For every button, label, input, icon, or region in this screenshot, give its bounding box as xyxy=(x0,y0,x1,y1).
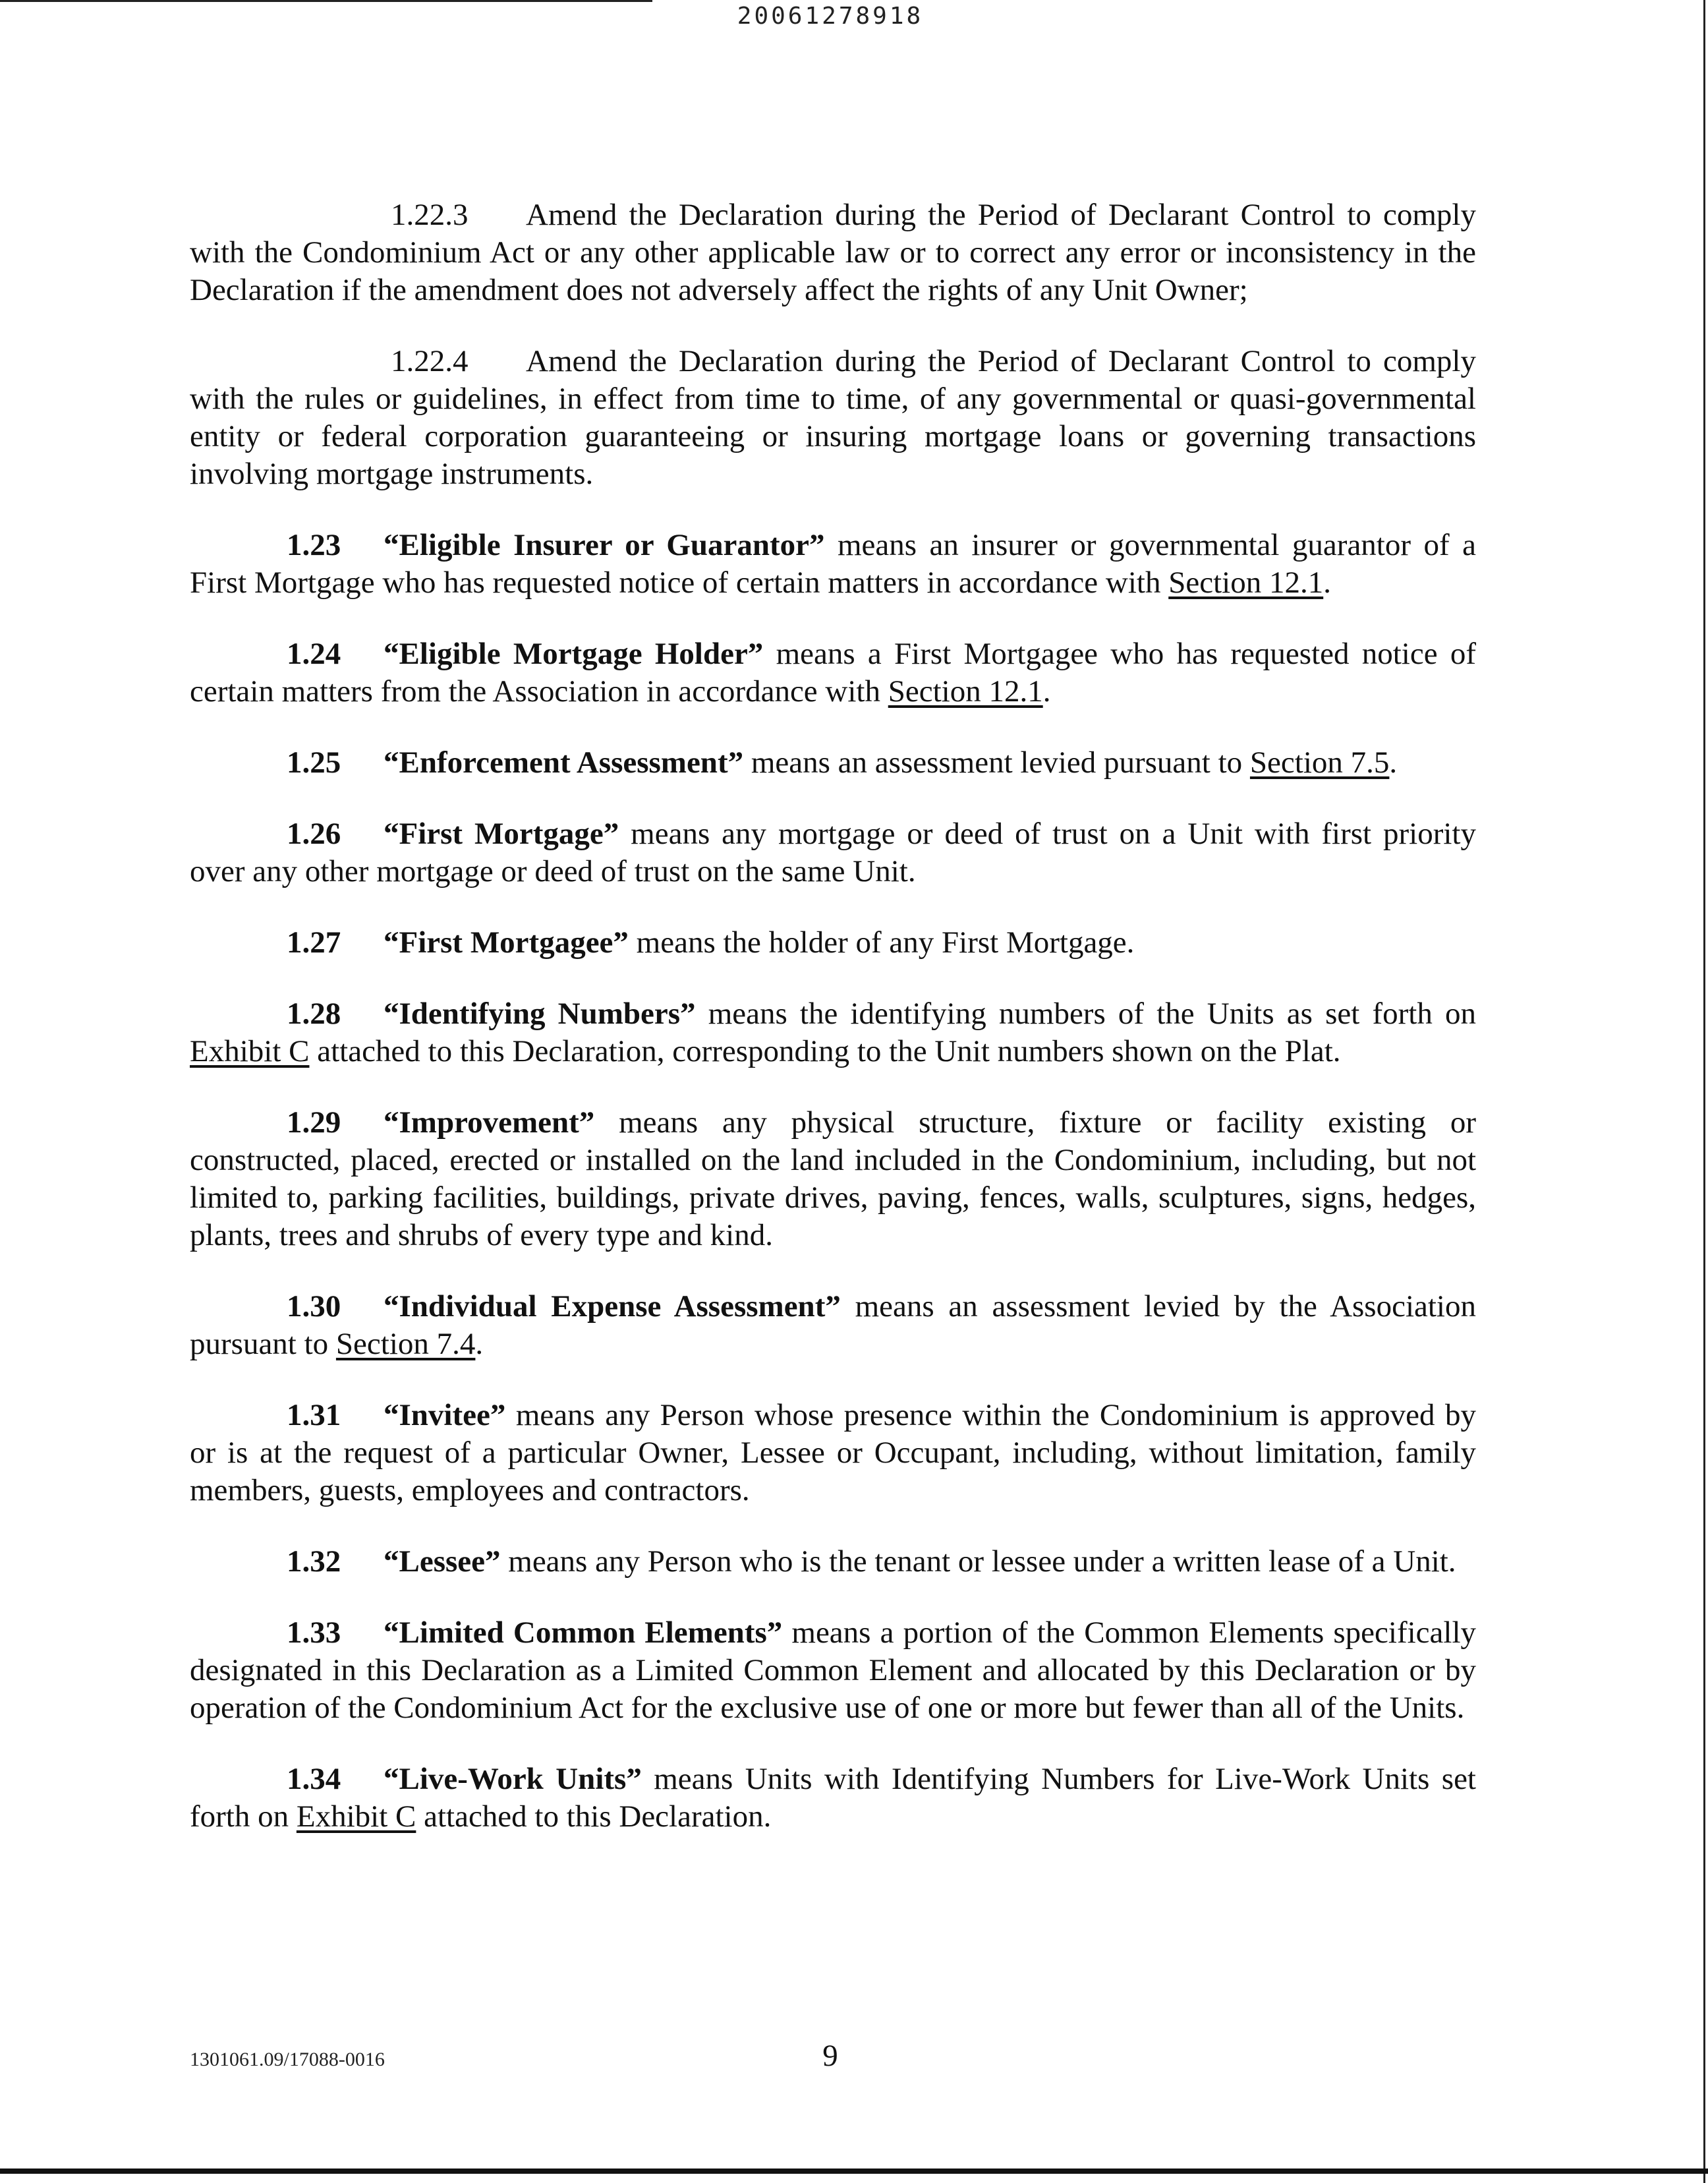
definition-1-25 xyxy=(190,744,1476,782)
document-body xyxy=(190,196,1476,1869)
section-number: 1.29 xyxy=(287,1105,341,1140)
page-number: 9 xyxy=(822,2039,838,2073)
section-number: 1.23 xyxy=(287,528,341,562)
bottom-border-rule xyxy=(0,2168,1708,2174)
paragraph-1-22-4 xyxy=(190,343,1476,493)
section-number: 1.33 xyxy=(287,1615,341,1650)
section-number: 1.28 xyxy=(287,997,341,1031)
definition-1-31 xyxy=(190,1397,1476,1509)
definition-text-tail: attached to this Declaration. xyxy=(416,1799,772,1834)
definition-1-24 xyxy=(190,635,1476,711)
definition-text-tail: . xyxy=(475,1327,484,1361)
defined-term: “Individual Expense Assessment” xyxy=(384,1289,841,1324)
definition-1-28 xyxy=(190,995,1476,1070)
defined-term: “Eligible Mortgage Holder” xyxy=(384,637,764,671)
defined-term: “Improvement” xyxy=(384,1105,595,1140)
section-reference: Section 7.4 xyxy=(335,1327,476,1361)
definition-text: means an assessment levied by the Association pursuant to xyxy=(190,1289,1476,1361)
definition-text: means any Person who is the tenant or lessee under a written lease of a Unit. xyxy=(500,1544,1456,1579)
right-border-rule xyxy=(1703,0,1705,2183)
section-number: 1.31 xyxy=(287,1398,341,1432)
definition-text: means the identifying numbers of the Units as set forth on xyxy=(695,997,1476,1031)
section-number: 1.27 xyxy=(287,925,341,960)
definition-text-tail: attached to this Declaration, corresponding to the Unit numbers shown on the Plat. xyxy=(309,1034,1341,1068)
definition-text-tail: . xyxy=(1389,745,1398,780)
section-number: 1.25 xyxy=(287,745,341,780)
footer-file-id: 1301061.09/17088-0016 xyxy=(190,2049,385,2070)
section-number: 1.30 xyxy=(287,1289,341,1324)
section-number: 1.32 xyxy=(287,1544,341,1579)
defined-term: “Invitee” xyxy=(384,1398,506,1432)
exhibit-reference: Exhibit C xyxy=(296,1799,416,1834)
defined-term: “First Mortgagee” xyxy=(384,925,629,960)
section-reference: Section 7.5 xyxy=(1249,745,1390,780)
definition-1-26 xyxy=(190,815,1476,890)
definition-text: means the holder of any First Mortgage. xyxy=(628,925,1135,960)
exhibit-reference: Exhibit C xyxy=(190,1034,310,1068)
definition-text: means a First Mortgagee who has requested notice of certain matters from the Association in accordance with xyxy=(190,637,1476,709)
section-reference: Section 12.1 xyxy=(1168,566,1324,600)
section-number: 1.22.4 xyxy=(391,344,469,378)
section-number: 1.22.3 xyxy=(391,198,469,232)
section-reference: Section 12.1 xyxy=(888,674,1043,709)
definition-1-34 xyxy=(190,1761,1476,1836)
definition-1-27 xyxy=(190,924,1476,962)
paragraph-text: Amend the Declaration during the Period of Declarant Control to comply with the Condominium Act or any other applicable law or to correct any error or inconsistency in the Declaration if the amendment does not adversely affect the rights of any Unit Owner; xyxy=(190,198,1476,307)
section-number: 1.34 xyxy=(287,1762,341,1796)
definition-text: means any mortgage or deed of trust on a Unit with first priority over any other mortgage or deed of trust on the same Unit. xyxy=(190,817,1476,888)
definition-1-30 xyxy=(190,1288,1476,1363)
defined-term: “Live-Work Units” xyxy=(384,1762,642,1796)
definition-text-tail: . xyxy=(1323,566,1331,600)
definition-1-33 xyxy=(190,1614,1476,1727)
document-number: 20061278918 xyxy=(737,3,924,30)
definition-text-tail: . xyxy=(1042,674,1051,709)
top-border-rule xyxy=(0,0,652,2)
section-number: 1.26 xyxy=(287,817,341,851)
defined-term: “Eligible Insurer or Guarantor” xyxy=(384,528,825,562)
paragraph-text: Amend the Declaration during the Period of Declarant Control to comply with the rules or guidelines, in effect from time to time, of any governmental or quasi-governmental entity or federal corporation guaranteeing or insuring mortgage loans or governing transactions involving mortgage instruments. xyxy=(190,344,1476,491)
defined-term: “Lessee” xyxy=(384,1544,501,1579)
section-number: 1.24 xyxy=(287,637,341,671)
defined-term: “First Mortgage” xyxy=(384,817,619,851)
definition-1-32 xyxy=(190,1543,1476,1581)
defined-term: “Identifying Numbers” xyxy=(384,997,696,1031)
definition-1-29 xyxy=(190,1104,1476,1254)
definition-text: means Units with Identifying Numbers for Live-Work Units set forth on xyxy=(190,1762,1476,1834)
definition-1-23 xyxy=(190,527,1476,602)
definition-text: means a portion of the Common Elements specifically designated in this Declaration as a Limited Common Element and allocated by this Declaration or by operation of the Condominium Act for the exclusive use of one or more but fewer than all of the Units. xyxy=(190,1615,1477,1725)
defined-term: “Limited Common Elements” xyxy=(384,1615,783,1650)
definition-text: means an assessment levied pursuant to xyxy=(743,745,1250,780)
definition-text: means any Person whose presence within the Condominium is approved by or is at the request of a particular Owner, Lessee or Occupant, including, without limitation, family members, guests, employees and contractors. xyxy=(190,1398,1476,1507)
defined-term: “Enforcement Assessment” xyxy=(384,745,744,780)
paragraph-1-22-3 xyxy=(190,196,1476,309)
definition-text: means an insurer or governmental guarantor of a First Mortgage who has requested notice of certain matters in accordance with xyxy=(190,528,1476,600)
definition-text: means any physical structure, fixture or facility existing or constructed, placed, erected or installed on the land included in the Condominium, including, but not limited to, parking facilities, buildings, private drives, paving, fences, walls, sculptures, signs, hedges, plants, trees and shrubs of every type and kind. xyxy=(190,1105,1476,1252)
